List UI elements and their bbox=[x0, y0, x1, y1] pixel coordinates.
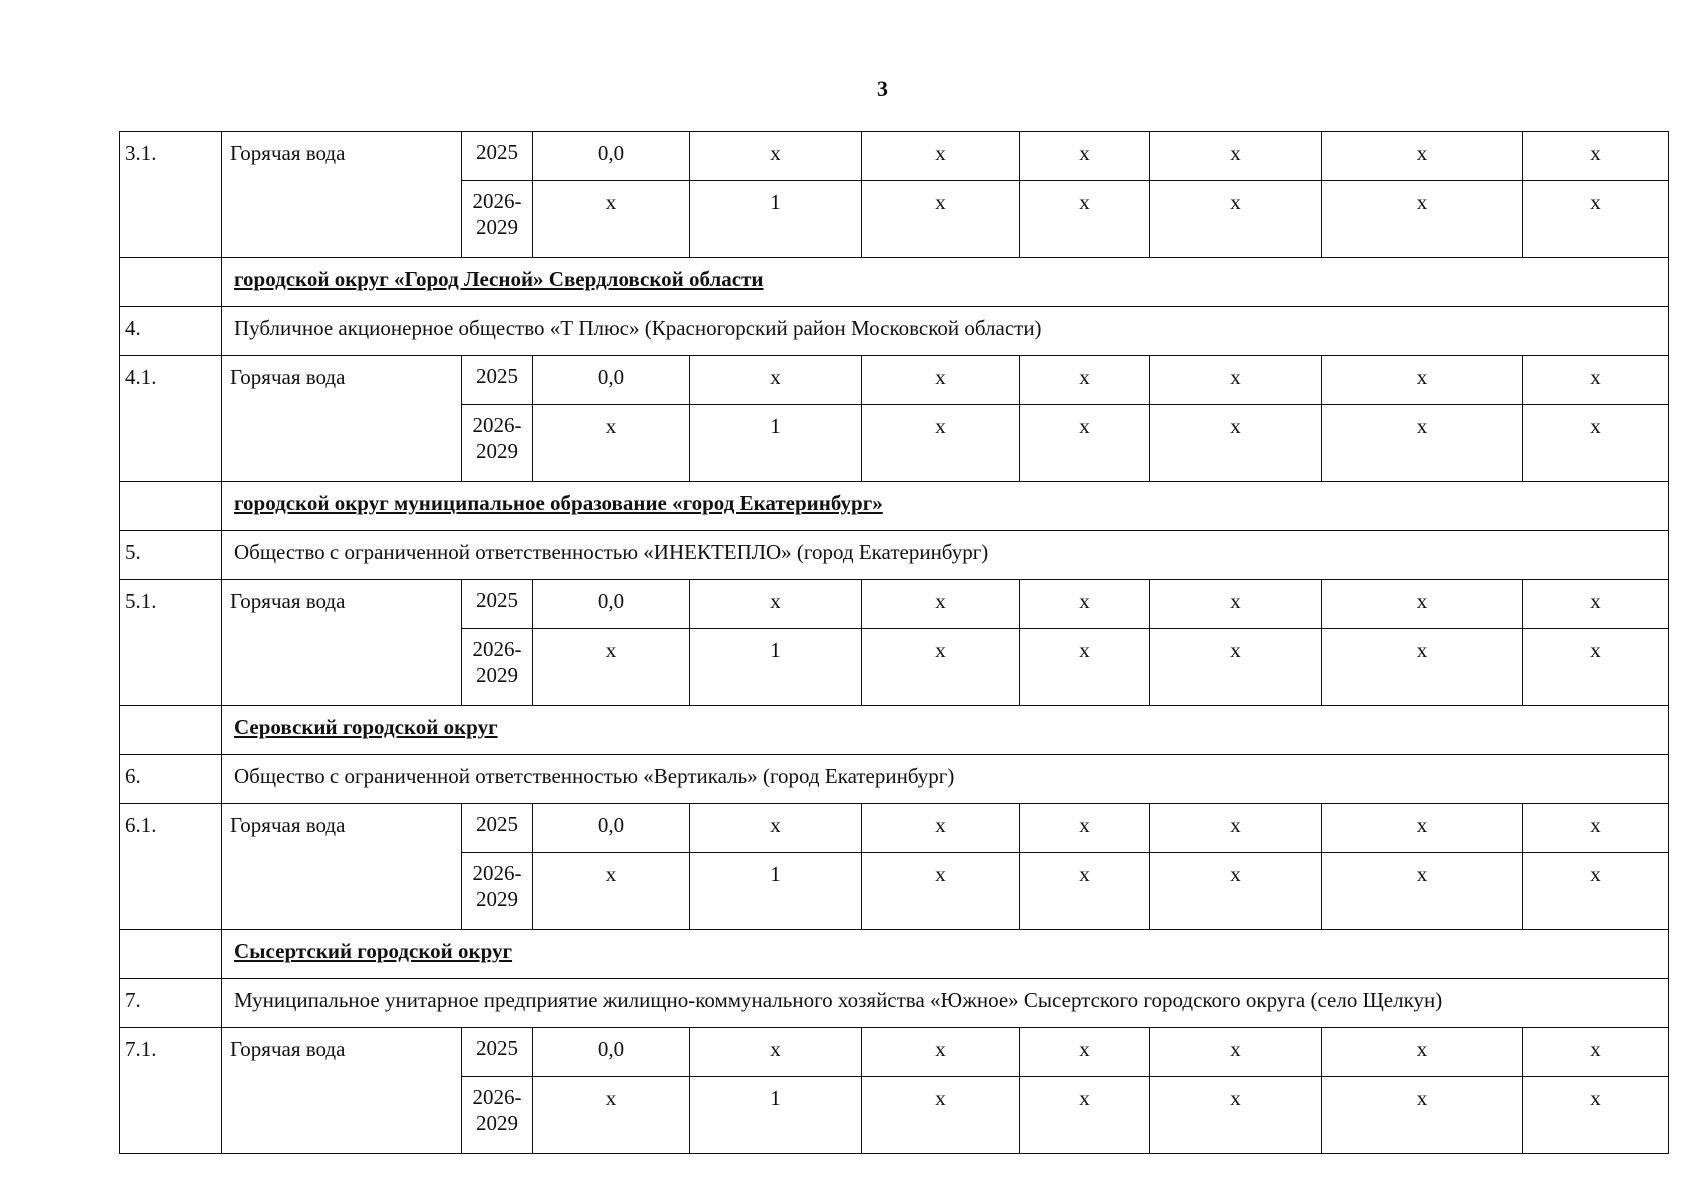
value-cell: x bbox=[1150, 629, 1322, 706]
value-cell: x bbox=[1322, 356, 1523, 405]
value-cell: x bbox=[533, 629, 690, 706]
value-cell: x bbox=[1523, 356, 1669, 405]
value-cell: x bbox=[862, 853, 1020, 930]
value-cell: x bbox=[1020, 1077, 1150, 1154]
value-cell: x bbox=[862, 629, 1020, 706]
district-name: городской округ муниципальное образование «город Екатеринбург» bbox=[234, 491, 883, 515]
value-cell: x bbox=[533, 853, 690, 930]
value-cell: x bbox=[862, 804, 1020, 853]
value-cell: x bbox=[862, 405, 1020, 482]
item-name: Горячая вода bbox=[222, 356, 462, 482]
year-cell: 2026-2029 bbox=[462, 181, 533, 258]
district-num-cell bbox=[120, 258, 222, 307]
district-cell bbox=[222, 706, 1669, 755]
organization-number: 5. bbox=[120, 531, 222, 580]
item-name: Горячая вода bbox=[222, 804, 462, 930]
organization-row bbox=[120, 307, 1669, 356]
item-number: 4.1. bbox=[120, 356, 222, 482]
item-name: Горячая вода bbox=[222, 580, 462, 706]
item-number: 5.1. bbox=[120, 580, 222, 706]
value-cell: x bbox=[1523, 629, 1669, 706]
value-cell: x bbox=[1322, 1028, 1523, 1077]
organization-number: 7. bbox=[120, 979, 222, 1028]
organization-number: 4. bbox=[120, 307, 222, 356]
value-cell: x bbox=[1523, 1077, 1669, 1154]
district-row bbox=[120, 482, 1669, 531]
value-cell: x bbox=[862, 181, 1020, 258]
value-cell: 1 bbox=[690, 405, 862, 482]
item-number: 7.1. bbox=[120, 1028, 222, 1154]
value-cell: x bbox=[862, 1077, 1020, 1154]
year-cell: 2025 bbox=[462, 356, 533, 405]
value-cell: x bbox=[533, 1077, 690, 1154]
district-num-cell bbox=[120, 706, 222, 755]
value-cell: x bbox=[862, 1028, 1020, 1077]
value-cell: 0,0 bbox=[533, 356, 690, 405]
district-name: Серовский городской округ bbox=[234, 715, 498, 739]
value-cell: x bbox=[533, 181, 690, 258]
value-cell: x bbox=[1322, 629, 1523, 706]
district-num-cell bbox=[120, 930, 222, 979]
value-cell: x bbox=[1020, 1028, 1150, 1077]
district-name: городской округ «Город Лесной» Свердловской области bbox=[234, 267, 764, 291]
organization-name: Общество с ограниченной ответственностью «Вертикаль» (город Екатеринбург) bbox=[222, 755, 1669, 804]
value-cell: 0,0 bbox=[533, 1028, 690, 1077]
value-cell: x bbox=[1020, 629, 1150, 706]
district-cell bbox=[222, 482, 1669, 531]
value-cell: 1 bbox=[690, 629, 862, 706]
value-cell: x bbox=[690, 804, 862, 853]
value-cell: x bbox=[1150, 1028, 1322, 1077]
value-cell: x bbox=[1523, 132, 1669, 181]
value-cell: x bbox=[1322, 132, 1523, 181]
value-cell: x bbox=[690, 132, 862, 181]
value-cell: x bbox=[690, 1028, 862, 1077]
value-cell: x bbox=[533, 405, 690, 482]
value-cell: x bbox=[862, 132, 1020, 181]
value-cell: x bbox=[1523, 580, 1669, 629]
value-cell: x bbox=[1322, 853, 1523, 930]
value-cell: x bbox=[1150, 181, 1322, 258]
item-name: Горячая вода bbox=[222, 1028, 462, 1154]
year-cell: 2026-2029 bbox=[462, 1077, 533, 1154]
district-cell bbox=[222, 930, 1669, 979]
value-cell: x bbox=[1523, 181, 1669, 258]
value-cell: x bbox=[1322, 580, 1523, 629]
district-row bbox=[120, 706, 1669, 755]
district-cell bbox=[222, 258, 1669, 307]
value-cell: x bbox=[1020, 181, 1150, 258]
year-cell: 2026-2029 bbox=[462, 405, 533, 482]
value-cell: x bbox=[1150, 356, 1322, 405]
year-cell: 2025 bbox=[462, 1028, 533, 1077]
organization-name: Общество с ограниченной ответственностью «ИНЕКТЕПЛО» (город Екатеринбург) bbox=[222, 531, 1669, 580]
value-cell: x bbox=[1322, 1077, 1523, 1154]
district-row bbox=[120, 930, 1669, 979]
organization-name: Публичное акционерное общество «Т Плюс» (Красногорский район Московской области) bbox=[222, 307, 1669, 356]
district-row bbox=[120, 258, 1669, 307]
value-cell: x bbox=[690, 356, 862, 405]
page-number: 3 bbox=[877, 76, 888, 101]
value-cell: x bbox=[1150, 853, 1322, 930]
year-cell: 2025 bbox=[462, 804, 533, 853]
value-cell: 1 bbox=[690, 181, 862, 258]
tariff-row bbox=[120, 1028, 1669, 1077]
value-cell: x bbox=[1322, 405, 1523, 482]
year-cell: 2025 bbox=[462, 132, 533, 181]
organization-name: Муниципальное унитарное предприятие жилищно-коммунального хозяйства «Южное» Сысертского городского округа (село Щелкун) bbox=[222, 979, 1669, 1028]
item-number: 6.1. bbox=[120, 804, 222, 930]
value-cell: x bbox=[1020, 132, 1150, 181]
item-name: Горячая вода bbox=[222, 132, 462, 258]
value-cell: x bbox=[1020, 853, 1150, 930]
organization-row bbox=[120, 979, 1669, 1028]
value-cell: x bbox=[1020, 356, 1150, 405]
value-cell: x bbox=[1322, 181, 1523, 258]
value-cell: x bbox=[1150, 1077, 1322, 1154]
value-cell: x bbox=[1150, 804, 1322, 853]
tariff-row bbox=[120, 132, 1669, 181]
value-cell: x bbox=[1523, 804, 1669, 853]
value-cell: 1 bbox=[690, 853, 862, 930]
organization-number: 6. bbox=[120, 755, 222, 804]
value-cell: 0,0 bbox=[533, 132, 690, 181]
value-cell: x bbox=[1322, 804, 1523, 853]
value-cell: x bbox=[862, 356, 1020, 405]
value-cell: x bbox=[1020, 804, 1150, 853]
tariff-row bbox=[120, 804, 1669, 853]
value-cell: x bbox=[1020, 580, 1150, 629]
value-cell: x bbox=[1020, 405, 1150, 482]
year-cell: 2026-2029 bbox=[462, 629, 533, 706]
tariff-table bbox=[119, 131, 1669, 1154]
organization-row bbox=[120, 531, 1669, 580]
value-cell: 1 bbox=[690, 1077, 862, 1154]
district-name: Сысертский городской округ bbox=[234, 939, 513, 963]
value-cell: x bbox=[1523, 405, 1669, 482]
tariff-row bbox=[120, 580, 1669, 629]
value-cell: x bbox=[862, 580, 1020, 629]
table-body bbox=[120, 132, 1669, 1154]
value-cell: 0,0 bbox=[533, 580, 690, 629]
district-num-cell bbox=[120, 482, 222, 531]
value-cell: x bbox=[1150, 580, 1322, 629]
value-cell: x bbox=[690, 580, 862, 629]
value-cell: x bbox=[1150, 405, 1322, 482]
organization-row bbox=[120, 755, 1669, 804]
value-cell: x bbox=[1150, 132, 1322, 181]
year-cell: 2026-2029 bbox=[462, 853, 533, 930]
year-cell: 2025 bbox=[462, 580, 533, 629]
item-number: 3.1. bbox=[120, 132, 222, 258]
value-cell: 0,0 bbox=[533, 804, 690, 853]
tariff-row bbox=[120, 356, 1669, 405]
value-cell: x bbox=[1523, 1028, 1669, 1077]
value-cell: x bbox=[1523, 853, 1669, 930]
